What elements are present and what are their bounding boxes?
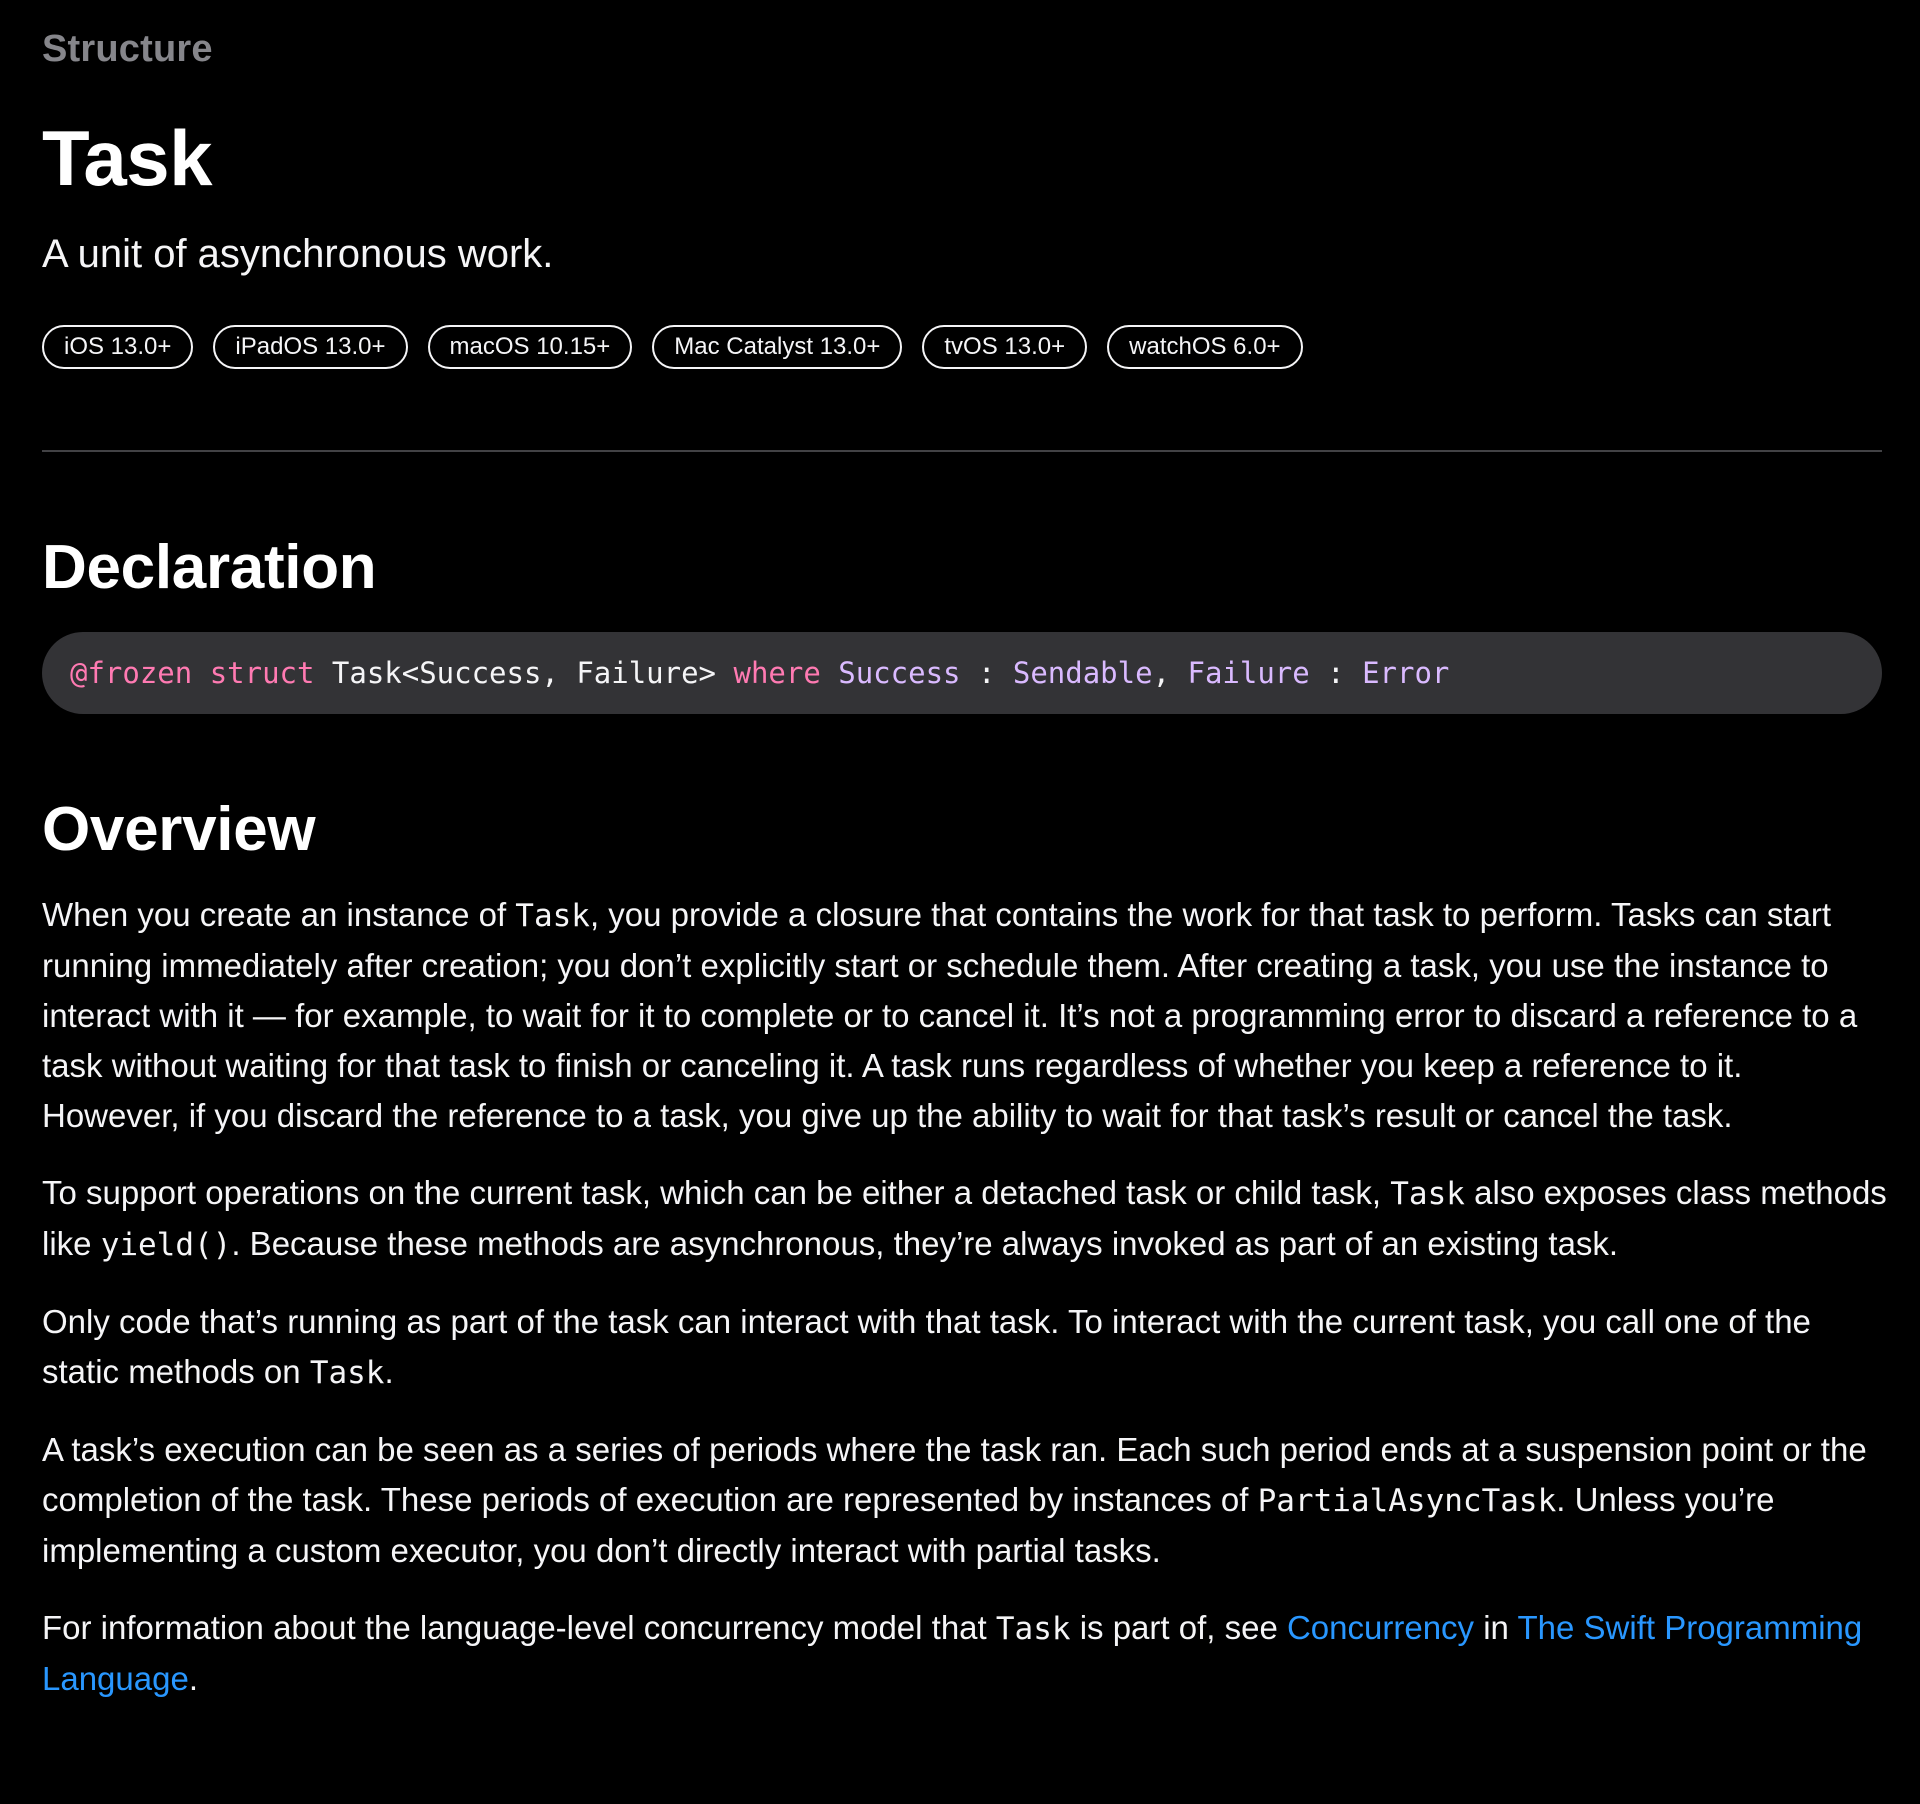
platform-badge: iOS 13.0+: [42, 325, 193, 369]
code-token-type: Success: [838, 656, 961, 690]
overview-paragraph: [42, 890, 1887, 1141]
code-token-kw: where: [733, 656, 821, 690]
overview-body: [42, 890, 1887, 1731]
overview-paragraph: [42, 1425, 1887, 1576]
code-token-type: Failure: [1187, 656, 1310, 690]
paragraph-text: .: [188, 1660, 198, 1697]
paragraph-text: is part of, see: [1070, 1609, 1287, 1646]
code-token-type: Error: [1362, 656, 1450, 690]
overview-paragraph: [42, 1168, 1887, 1270]
platform-availability: [42, 325, 1303, 369]
code-token-plain: ,: [1152, 656, 1188, 690]
inline-code: PartialAsyncTask: [1257, 1483, 1557, 1519]
code-token-plain: [192, 656, 209, 690]
page-title: Task: [42, 114, 212, 202]
code-token-plain: :: [960, 656, 1013, 690]
paragraph-text: When you create an instance of: [42, 896, 516, 933]
platform-badge: tvOS 13.0+: [922, 325, 1087, 369]
inline-code: Task: [995, 1611, 1071, 1647]
divider: [42, 450, 1882, 452]
paragraph-text: Only code that’s running as part of the task can interact with that task. To interact with the current task, you call one of the static methods on: [42, 1303, 1811, 1390]
code-token-plain: :: [1309, 656, 1363, 690]
inline-code: yield(): [100, 1227, 232, 1263]
declaration-code: [42, 632, 1882, 714]
inline-code: Task: [309, 1355, 385, 1391]
platform-badge: macOS 10.15+: [428, 325, 633, 369]
paragraph-text: To support operations on the current task, which can be either a detached task or child task,: [42, 1174, 1391, 1211]
paragraph-text: . Because these methods are asynchronous, they’re always invoked as part of an existing task.: [231, 1225, 1619, 1262]
overview-heading: Overview: [42, 795, 316, 864]
paragraph-text: For information about the language-level concurrency model that: [42, 1609, 996, 1646]
overview-paragraph: [42, 1603, 1887, 1704]
paragraph-text: also exposes class methods like: [42, 1174, 1887, 1262]
paragraph-text: .: [384, 1353, 394, 1390]
declaration-heading: Declaration: [42, 533, 377, 602]
platform-badge: watchOS 6.0+: [1107, 325, 1302, 369]
symbol-kind-eyebrow: Structure: [42, 28, 213, 70]
paragraph-text: A task’s execution can be seen as a series of periods where the task ran. Each such period ends at a suspension point or the completion of the task. These periods of execution are represented by instances of: [42, 1431, 1867, 1518]
abstract: A unit of asynchronous work.: [42, 232, 554, 276]
platform-badge: Mac Catalyst 13.0+: [652, 325, 902, 369]
code-token-attr: @frozen: [70, 656, 193, 690]
inline-code: Task: [515, 898, 590, 934]
inline-code: Task: [1390, 1176, 1465, 1212]
overview-paragraph: [42, 1297, 1887, 1398]
code-token-plain: [821, 656, 838, 690]
code-token-plain: Task<Success, Failure>: [314, 656, 734, 690]
platform-badge: iPadOS 13.0+: [213, 325, 407, 369]
link-concurrency[interactable]: Concurrency: [1286, 1609, 1475, 1646]
code-token-type: Sendable: [1012, 656, 1153, 690]
paragraph-text: . Unless you’re implementing a custom executor, you don’t directly interact with partial tasks.: [42, 1481, 1775, 1569]
paragraph-text: , you provide a closure that contains the work for that task to perform. Tasks can start running immediately after creation; you don’t explicitly start or schedule them. After creating a task, you use the instance to interact with it — for example, to wait for it to complete or to cancel it. It’s not a programming error to discard a reference to a task without waiting for that task to finish or canceling it. A task runs regardless of whether you keep a reference to it. However, if you discard the reference to a task, you give up the ability to wait for that task’s result or cancel the task.: [42, 896, 1858, 1134]
code-token-kw: struct: [209, 656, 315, 690]
paragraph-text: in: [1474, 1609, 1518, 1646]
link-the-swift-programming-language[interactable]: The Swift Programming Language: [42, 1609, 1863, 1697]
